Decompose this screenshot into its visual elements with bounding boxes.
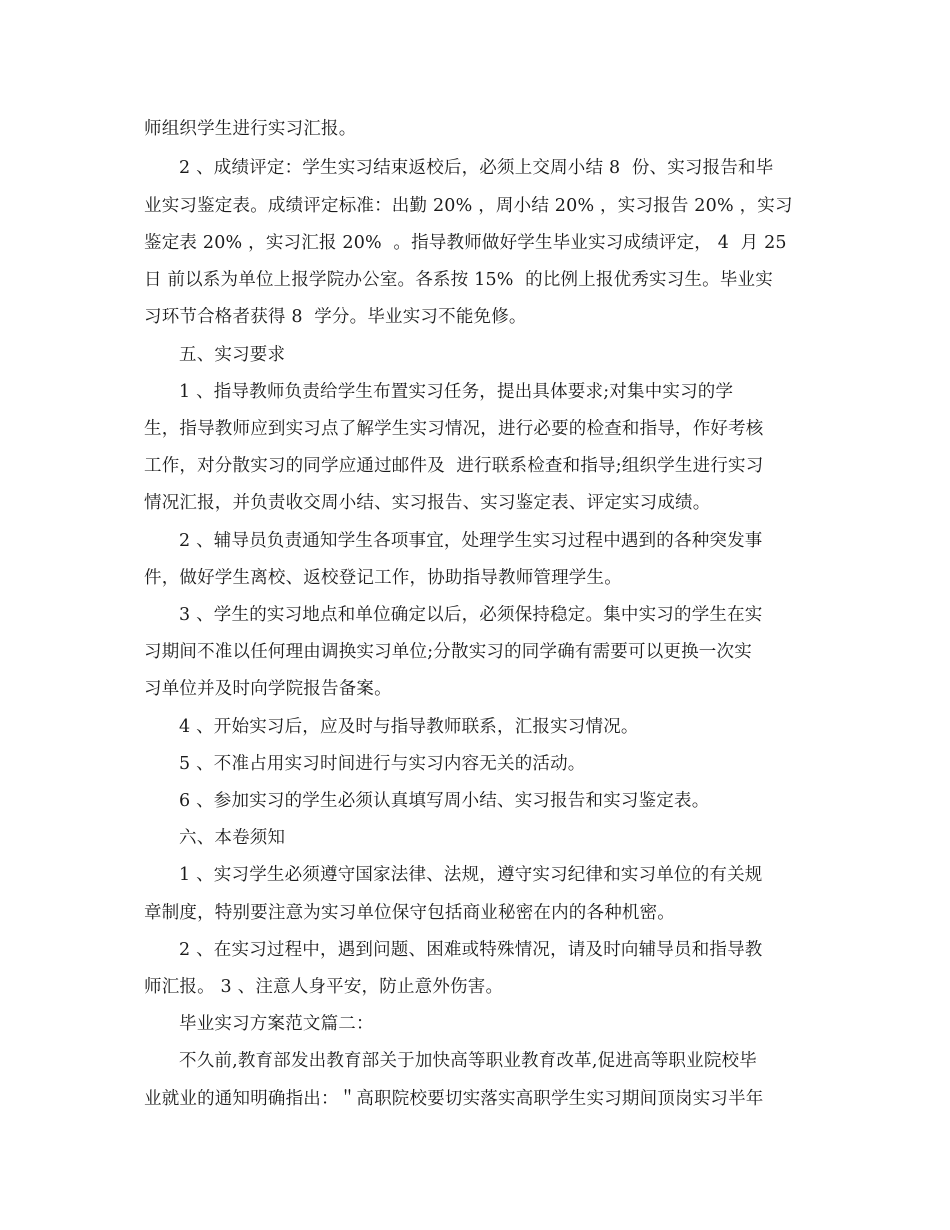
text-line: 5 、不准占用实习时间进行与实习内容无关的活动。: [179, 754, 586, 774]
text-line: 1 、指导教师负责给学生布置实习任务，提出具体要求;对集中实习的学: [179, 382, 734, 402]
text-line: 情况汇报，并负责收交周小结、实习报告、实习鉴定表、评定实习成绩。: [144, 493, 711, 513]
text-line: 2 、在实习过程中，遇到问题、困难或特殊情况，请及时向辅导员和指导教: [179, 940, 763, 960]
text-line: 3 、学生的实习地点和单位确定以后，必须保持稳定。集中实习的学生在实: [179, 605, 763, 625]
text-line: 业实习鉴定表。成绩评定标准：出勤 20% ，周小结 20% ，实习报告 20% ，实习: [144, 196, 793, 216]
text-line: 业就业的通知明确指出：＂高职院校要切实落实高职学生实习期间顶岗实习半年: [144, 1089, 764, 1109]
text-line: 工作，对分散实习的同学应通过邮件及 进行联系检查和指导;组织学生进行实习: [144, 456, 764, 476]
text-line: 师组织学生进行实习汇报。: [144, 119, 357, 139]
section-heading: 毕业实习方案范文篇二：: [179, 1014, 374, 1034]
text-line: 4 、开始实习后，应及时与指导教师联系，汇报实习情况。: [179, 717, 639, 737]
text-line: 件，做好学生离校、返校登记工作，协助指导教师管理学生。: [144, 568, 622, 588]
text-line: 习期间不准以任何理由调换实习单位;分散实习的同学确有需要可以更换一次实: [144, 642, 752, 662]
text-line: 2 、辅导员负责通知学生各项事宜，处理学生实习过程中遇到的各种突发事: [179, 531, 763, 551]
text-line: 生，指导教师应到实习点了解学生实习情况，进行必要的检查和指导，作好考核: [144, 419, 764, 439]
section-heading: 五、实习要求: [179, 345, 286, 365]
text-line: 章制度，特别要注意为实习单位保守包括商业秘密在内的各种机密。: [144, 903, 675, 923]
text-line: 1 、实习学生必须遵守国家法律、法规，遵守实习纪律和实习单位的有关规: [179, 865, 763, 885]
text-line: 不久前,教育部发出教育部关于加快高等职业教育改革,促进高等职业院校毕: [179, 1051, 757, 1071]
text-line: 2 、成绩评定：学生实习结束返校后，必须上交周小结 8 份、实习报告和毕: [179, 158, 774, 178]
text-line: 日 前以系为单位上报学院办公室。各系按 15% 的比例上报优秀实习生。毕业实: [144, 270, 773, 290]
section-heading: 六、本卷须知: [179, 828, 286, 848]
text-line: 鉴定表 20% ，实习汇报 20% 。指导教师做好学生毕业实习成绩评定， 4 月 25: [144, 233, 787, 253]
text-line: 习环节合格者获得 8 学分。毕业实习不能免修。: [144, 307, 527, 327]
text-line: 习单位并及时向学院报告备案。: [144, 679, 392, 699]
text-line: 6 、参加实习的学生必须认真填写周小结、实习报告和实习鉴定表。: [179, 791, 710, 811]
text-line: 师汇报。 3 、注意人身平安，防止意外伤害。: [144, 977, 504, 997]
